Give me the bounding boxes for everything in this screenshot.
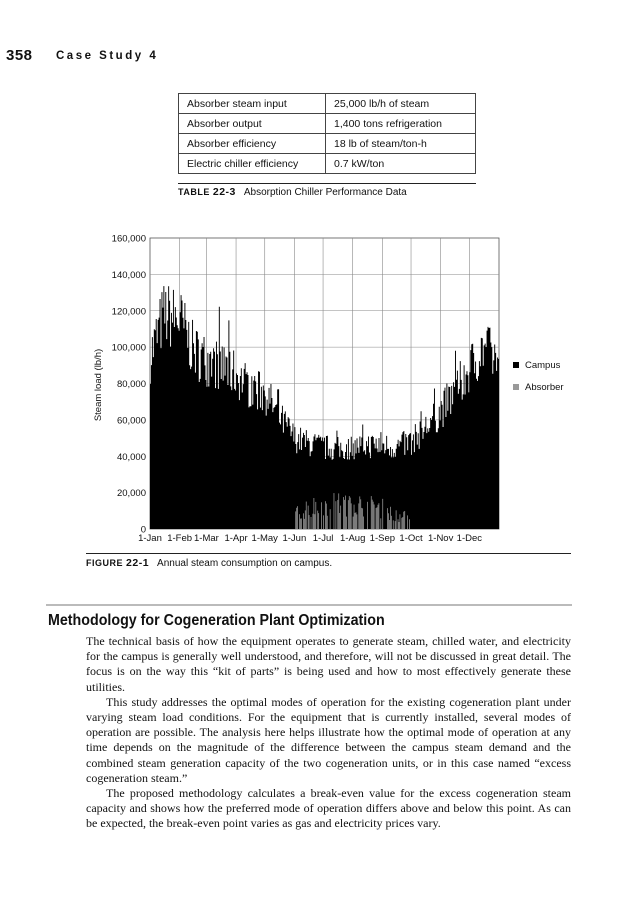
table-cell: 1,400 tons refrigeration (326, 114, 476, 134)
absorber-bar (326, 504, 327, 529)
absorber-bar (400, 514, 401, 529)
x-tick-label: 1-Aug (340, 533, 366, 544)
absorber-bar (323, 515, 324, 529)
absorber-bar (390, 507, 391, 529)
x-tick-label: 1-Apr (224, 533, 248, 544)
absorber-bar (393, 520, 394, 529)
absorber-bar (361, 508, 362, 529)
absorber-bar (306, 502, 307, 529)
paragraph: This study addresses the optimal modes of operation for the existing cogeneration plant under varying steam load conditions. For the equipment that is currently installed, several modes of operation are possible. The analysis here helps illustrate how the optimal mode of operation at any time depends on the magnitude of the difference between the campus steam demand and the combined steam generation capacity of the two cogeneration units, or in this case named “excess cogeneration steam.” (86, 694, 571, 785)
absorber-bar (376, 508, 377, 529)
absorber-bar (339, 513, 340, 529)
x-tick-label: 1-Sep (369, 533, 396, 544)
absorber-bar (372, 500, 373, 529)
absorber-bar (343, 497, 344, 529)
absorber-bar (325, 501, 326, 529)
absorber-bar (350, 498, 351, 529)
table-cell: 0.7 kW/ton (326, 154, 476, 174)
absorber-bar (407, 515, 408, 529)
absorber-bar (344, 500, 345, 529)
absorber-bar (388, 513, 389, 529)
y-tick-label: 120,000 (111, 306, 146, 318)
x-tick-label: 1-Jul (312, 533, 334, 544)
running-head: Case Study 4 (56, 50, 159, 62)
absorber-bar (305, 510, 306, 529)
absorber-bar (296, 508, 297, 529)
absorber-bar (304, 519, 305, 529)
absorber-bar (327, 516, 328, 529)
figure-caption-rule (86, 553, 571, 554)
table-cell: 18 lb of steam/ton-h (326, 134, 476, 154)
y-tick-label: 20,000 (116, 488, 146, 500)
table-cell: Absorber output (179, 114, 326, 134)
absorber-bar (337, 500, 338, 529)
absorber-bar (360, 499, 361, 529)
x-axis-ticks (138, 533, 482, 544)
absorber-bar (309, 515, 310, 529)
absorber-bar (363, 517, 364, 530)
x-tick-label: 1-May (251, 533, 278, 544)
absorber-bar (409, 519, 410, 529)
absorber-bar (358, 503, 359, 529)
y-tick-label: 0 (140, 524, 146, 536)
x-tick-label: 1-Oct (399, 533, 423, 544)
table-cell: Absorber steam input (179, 94, 326, 114)
absorber-bar (373, 502, 374, 529)
absorber-bar (389, 520, 390, 529)
absorber-bar (297, 506, 298, 529)
absorber-bar (399, 522, 400, 529)
absorber-bar (330, 509, 331, 529)
absorber-bar (321, 502, 322, 529)
absorber-bar (353, 517, 354, 529)
legend-swatch-absorber (513, 384, 519, 390)
table-cell: Electric chiller efficiency (179, 154, 326, 174)
absorber-bar (367, 502, 368, 529)
absorber-bar (396, 510, 397, 529)
absorber-bar (308, 506, 309, 529)
absorber-bar (403, 512, 404, 529)
absorber-bar (336, 501, 337, 529)
absorber-bar (356, 512, 357, 529)
legend-label-absorber: Absorber (525, 382, 564, 393)
absorber-bar (314, 514, 315, 529)
absorber-bar (345, 496, 346, 529)
paragraph: The technical basis of how the equipment operates to generate steam, chilled water, and electricity for the campus is generally well understood, and therefore, will not be discussed in great detail. The focus is on the way this “kit of parts” is being used and how to most effectively generate these utilities. (86, 634, 571, 694)
y-axis-ticks (112, 234, 146, 536)
table-caption-label: TABLE 22-3 (178, 186, 236, 198)
figure-caption-text: Annual steam consumption on campus. (157, 558, 333, 569)
body-text (86, 634, 571, 832)
absorber-bar (334, 493, 335, 529)
x-tick-label: 1-Jan (138, 533, 162, 544)
absorber-bar (371, 496, 372, 529)
y-tick-label: 100,000 (111, 342, 146, 354)
absorber-bar (349, 496, 350, 529)
x-tick-label: 1-Mar (194, 533, 219, 544)
absorber-bar (404, 511, 405, 529)
figure-caption-label: FIGURE 22-1 (86, 557, 150, 569)
absorber-bar (313, 514, 314, 529)
y-tick-label: 160,000 (111, 233, 146, 245)
y-tick-label: 140,000 (111, 269, 146, 281)
absorber-bar (354, 505, 355, 529)
absorber-bar (359, 496, 360, 529)
absorber-bar (378, 505, 379, 529)
absorber-bar (338, 493, 339, 529)
absorber-bar (380, 518, 381, 529)
figure-caption (86, 557, 332, 569)
legend-swatch-campus (513, 362, 519, 368)
absorber-bar (382, 499, 383, 529)
absorber-bar (398, 519, 399, 529)
y-tick-label: 80,000 (116, 379, 146, 390)
absorber-bar (362, 508, 363, 529)
absorber-bar (315, 502, 316, 529)
x-tick-label: 1-Feb (167, 533, 193, 544)
absorber-bar (355, 513, 356, 529)
absorber-bar (314, 498, 315, 529)
absorber-bar (299, 514, 300, 529)
x-tick-label: 1-Jun (282, 533, 307, 544)
absorber-bar (300, 519, 301, 529)
y-tick-label: 40,000 (116, 451, 146, 463)
absorber-bar (387, 508, 388, 529)
table-caption-text: Absorption Chiller Performance Data (243, 187, 407, 198)
absorber-bar (401, 518, 402, 529)
page-number: 358 (6, 47, 33, 64)
absorber-bar (311, 517, 312, 529)
absorber-bar (295, 511, 296, 529)
y-tick-label: 60,000 (116, 415, 146, 427)
absorber-bar (340, 506, 341, 529)
absorber-bar (377, 507, 378, 529)
absorber-bar (317, 511, 318, 529)
x-tick-label: 1-Dec (456, 533, 483, 544)
absorber-bar (318, 513, 319, 529)
legend-label-campus: Campus (525, 360, 561, 371)
absorber-bar (303, 513, 304, 529)
absorber-bar (395, 521, 396, 529)
paragraph: The proposed methodology calculates a break-even value for the excess cogeneration steam capacity and shows how the preferred mode of operation differs above and below this point. As can be expected, the break-even point varies as gas and electricity prices vary. (86, 786, 571, 831)
absorber-bar (357, 514, 358, 529)
absorber-bar (379, 503, 380, 529)
x-tick-label: 1-Nov (428, 533, 454, 544)
absorber-bar (402, 517, 403, 529)
section-rule (46, 604, 572, 606)
absorber-bar (301, 518, 302, 529)
table-cell: 25,000 lb/h of steam (326, 94, 476, 114)
y-axis-label: Steam load (lb/h) (93, 348, 104, 422)
absorber-bar (374, 504, 375, 529)
absorber-bar (348, 500, 349, 529)
absorber-bar (346, 517, 347, 529)
table-cell: Absorber efficiency (179, 134, 326, 154)
absorber-bar (351, 503, 352, 529)
absorber-bar (391, 516, 392, 529)
section-heading: Methodology for Cogeneration Plant Optimization (48, 612, 385, 629)
